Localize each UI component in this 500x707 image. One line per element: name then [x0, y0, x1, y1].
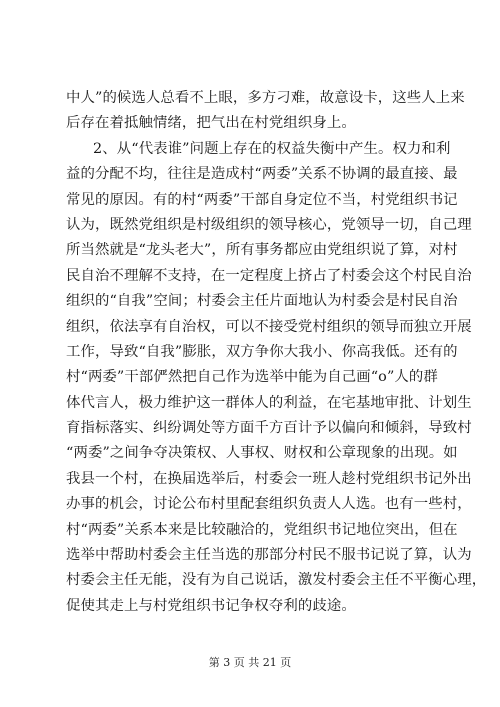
text-line: 村“两委”干部俨然把自己作为选举中能为自己画“o”人的群 — [66, 369, 438, 386]
text-line: 村委会主任无能，没有为自己说话，激发村委会主任不平衡心理， — [66, 572, 487, 589]
text-line: 认为，既然党组织是村级组织的领导核心，党领导一切，自己理 — [66, 216, 472, 233]
page-number-footer: 第 3 页 共 21 页 — [208, 656, 292, 669]
text-line: 办事的机会，讨论公布村里配套组织负责人人选。也有一些村， — [66, 496, 472, 513]
text-line: 后存在着抵触情绪，把气出在村党组织身上。 — [66, 115, 356, 132]
text-line: 我县一个村，在换届选举后，村委会一班人趁村党组织书记外出 — [66, 470, 472, 487]
text-line: 所当然就是“龙头老大”，所有事务都应由党组织说了算，对村 — [66, 242, 458, 259]
text-line: 中人”的候选人总看不上眼，多方刁难，故意设卡，这些人上来 — [66, 90, 465, 106]
text-line: 选举中帮助村委会主任当选的那部分村民不服书记说了算，认为 — [66, 547, 472, 564]
paragraph-start-line: 2、从“代表谁”问题上存在的权益失衡中产生。权力和利 — [93, 140, 451, 157]
text-line: 村“两委”关系本来是比较融洽的，党组织书记地位突出，但在 — [66, 521, 458, 538]
text-line: 民自治不理解不支持，在一定程度上挤占了村委会这个村民自治 — [66, 267, 472, 284]
text-line: 促使其走上与村党组织书记争权夺利的歧途。 — [66, 597, 356, 614]
text-line: 工作，导致“自我”膨胀，双方争你大我小、你高我低。还有的 — [66, 343, 458, 360]
text-line: 体代言人，极力维护这一群体人的利益，在宅基地审批、计划生 — [66, 394, 472, 411]
text-line: 组织的“自我”空间；村委会主任片面地认为村委会是村民自治 — [66, 293, 458, 310]
text-line: 益的分配不均，往往是造成村“两委”关系不协调的最直接、最 — [66, 166, 458, 183]
text-line: “两委”之间争夺决策权、人事权、财权和公章现象的出现。如 — [66, 445, 458, 462]
text-line: 育指标落实、纠纷调处等方面千方百计予以偏向和倾斜，导致村 — [66, 420, 472, 437]
text-line: 组织，依法享有自治权，可以不接受党村组织的领导而独立开展 — [66, 318, 472, 335]
text-line: 常见的原因。有的村“两委”干部自身定位不当，村党组织书记 — [66, 191, 458, 208]
document-body — [66, 86, 487, 619]
